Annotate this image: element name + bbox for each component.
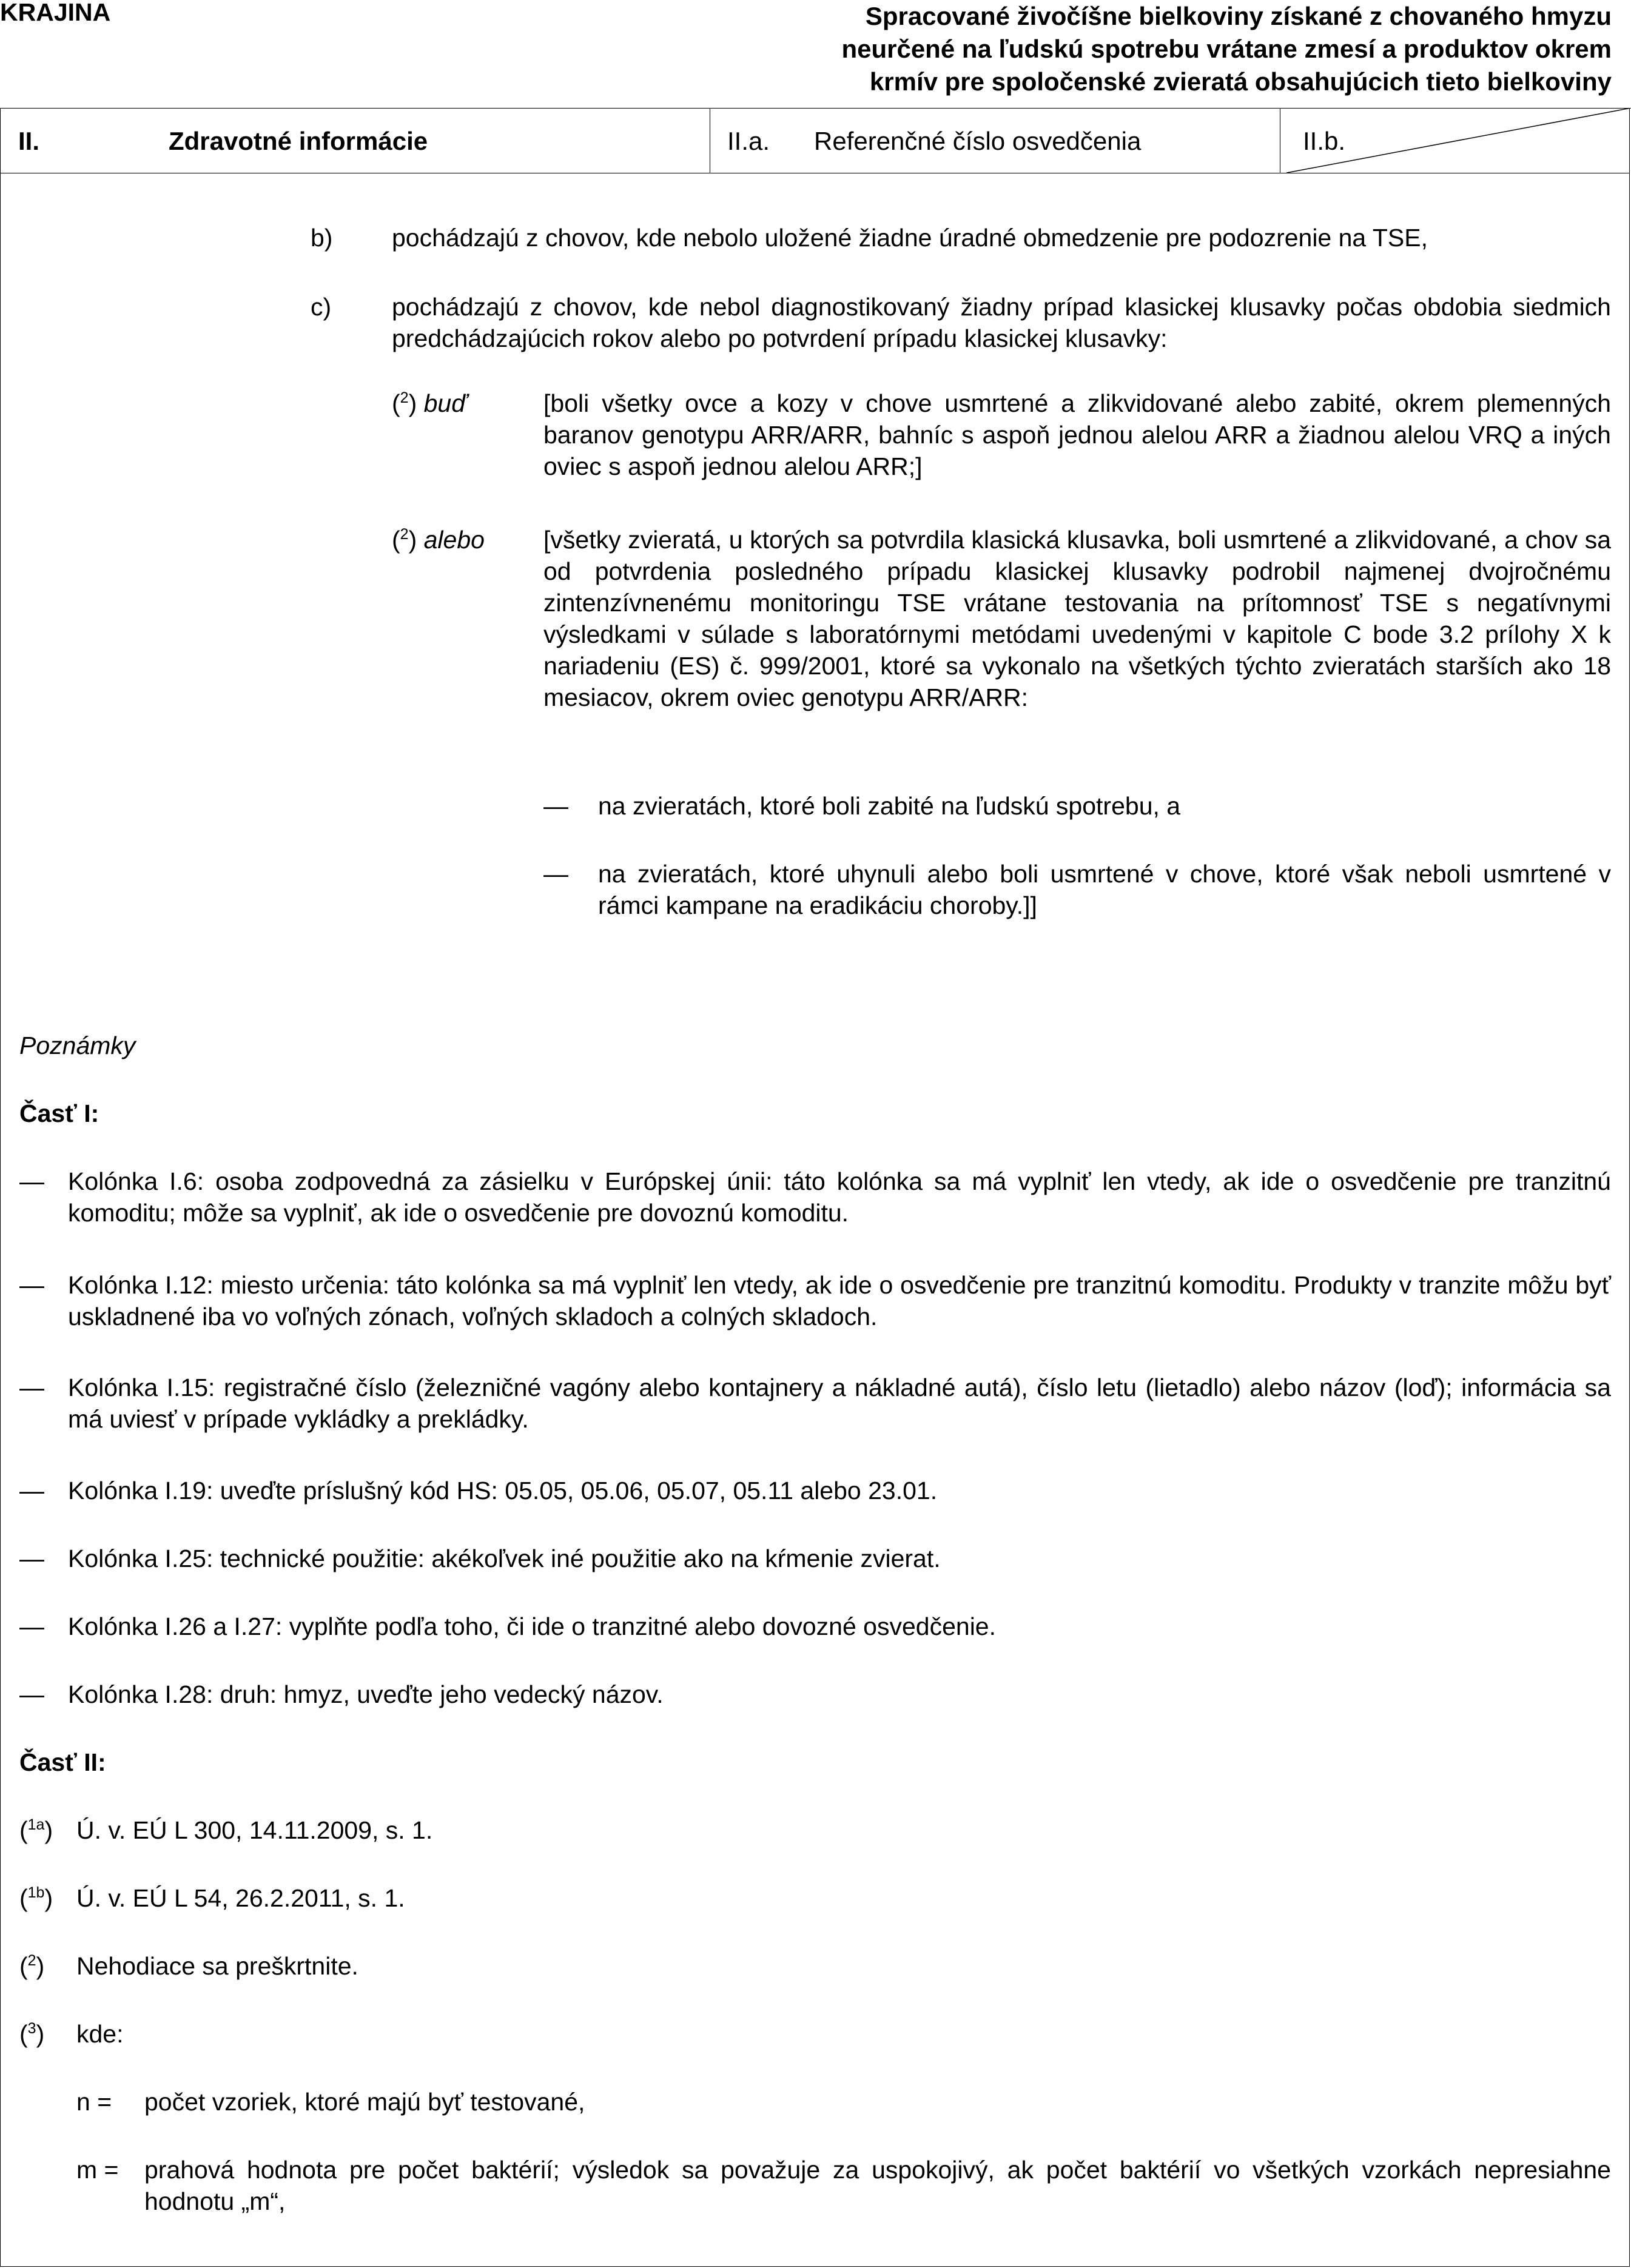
section-title: Zdravotné informácie bbox=[169, 127, 428, 155]
footnote-ref: 3 bbox=[27, 2020, 36, 2037]
footnote-text: Ú. v. EÚ L 54, 26.2.2011, s. 1. bbox=[76, 1884, 405, 1912]
footnote-marker: ($^3$) bbox=[19, 2020, 45, 2048]
reference-number-label: Referenčné číslo osvedčenia bbox=[814, 127, 1142, 155]
footnote-text: kde: bbox=[76, 2020, 124, 2048]
part-one-heading: Časť I: bbox=[19, 1099, 99, 1127]
item-c-text: pochádzajú z chovov, kde nebol diagnostikovaný žiadny prípad klasickej klusavky počas obdobia siedmich predchádzajúcich rokov alebo po potvrdení prípadu klasickej klusavky: bbox=[392, 293, 1611, 352]
footnote-ref: 2 bbox=[400, 389, 409, 406]
footnote-marker: ($^2$) bbox=[19, 1952, 45, 1980]
note-item: Kolónka I.26 a I.27: vyplňte podľa toho, či ide o tranzitné alebo dovozné osvedčenie. bbox=[68, 1612, 996, 1640]
note-item: Kolónka I.12: miesto určenia: táto kolónka sa má vyplniť len vtedy, ak ide o osvedčenie pre tranzitnú komoditu. Produkty v tranzite môžu byť uskladnené iba vo voľných zónach, voľných skladoch a colných skladoch. bbox=[68, 1271, 1611, 1330]
section-number: II. bbox=[18, 127, 40, 155]
footnote-ref: 2 bbox=[27, 1952, 36, 1969]
item-c-label: c) bbox=[311, 293, 332, 321]
reference-code-b: II.b. bbox=[1303, 127, 1346, 155]
note-item: Kolónka I.6: osoba zodpovedná za zásielku v Európskej únii: táto kolónka sa má vyplniť len vtedy, ak ide o osvedčenie pre tranzitnú komoditu; môže sa vyplniť, ak ide o osvedčenie pre dovoznú komoditu. bbox=[68, 1167, 1611, 1227]
sub-item-text: na zvieratách, ktoré uhynuli alebo boli usmrtené v chove, ktoré však neboli usmrtené v rámci kampane na eradikáciu choroby.]] bbox=[598, 860, 1611, 919]
note-item: Kolónka I.25: technické použitie: akékoľvek iné použitie ako na kŕmenie zvierat. bbox=[68, 1545, 941, 1572]
note-dash: — bbox=[19, 1477, 44, 1505]
part-two-heading: Časť II: bbox=[19, 1748, 106, 1776]
note-dash: — bbox=[19, 1680, 44, 1708]
item-b-text: pochádzajú z chovov, kde nebolo uložené žiadne úradné obmedzenie pre podozrenie na TSE, bbox=[392, 224, 1428, 252]
footnote-text: Ú. v. EÚ L 300, 14.11.2009, s. 1. bbox=[76, 1816, 433, 1844]
document-title-line: neurčené na ľudskú spotrebu vrátane zmesí a produktov okrem bbox=[841, 35, 1612, 63]
note-dash: — bbox=[19, 1167, 44, 1195]
footnote-marker: ($^{1b}$) bbox=[19, 1884, 53, 1912]
option-or-text: [všetky zvieratá, u ktorých sa potvrdila klasická klusavka, boli usmrtené a zlikvidované, a chov sa od potvrdenia posledného prípadu klasickej klusavky podrobil najmenej dvojročnému zintenzívnenému monitoringu TSE vrátane testovania na prítomnosť TSE s negatívnymi výsledkami v súlade s laboratórnymi metódami uvedenými v kapitole C bode 3.2 prílohy X k nariadeniu (ES) č. 999/2001, ktoré sa vykonalo na všetkých týchto zvieratách starších ako 18 mesiacov, okrem oviec genotypu ARR/ARR: bbox=[543, 526, 1611, 711]
definition-key: m = bbox=[76, 2156, 119, 2184]
footnote-ref: 2 bbox=[400, 526, 409, 543]
definition-text: prahová hodnota pre počet baktérií; výsledok sa považuje za uspokojivý, ak počet baktérií vo všetkých vzorkách nepresiahne hodnotu „m“, bbox=[144, 2156, 1611, 2215]
note-dash: — bbox=[19, 1271, 44, 1299]
footnote-ref: 1b bbox=[27, 1884, 45, 1901]
note-item: Kolónka I.28: druh: hmyz, uveďte jeho vedecký názov. bbox=[68, 1680, 664, 1708]
footnote-text: Nehodiace sa preškrtnite. bbox=[76, 1952, 358, 1980]
sub-item-text: na zvieratách, ktoré boli zabité na ľudskú spotrebu, a bbox=[598, 792, 1181, 820]
footnote-ref: 1a bbox=[27, 1816, 45, 1833]
reference-code-a: II.a. bbox=[727, 127, 770, 155]
sub-item-dash: — bbox=[543, 860, 568, 888]
option-either-word: buď bbox=[423, 389, 467, 417]
notes-heading: Poznámky bbox=[19, 1032, 136, 1059]
definition-text: počet vzoriek, ktoré majú byť testované, bbox=[144, 2088, 585, 2116]
item-b-label: b) bbox=[311, 224, 333, 252]
option-or-label: ($^2$) alebo bbox=[392, 526, 485, 554]
document-title bbox=[520, 0, 1612, 98]
document-title-line: krmív pre spoločenské zvieratá obsahujúcich tieto bielkoviny bbox=[869, 67, 1612, 96]
document-title-line: Spracované živočíšne bielkoviny získané z chovaného hmyzu bbox=[865, 2, 1612, 30]
option-or-word: alebo bbox=[423, 526, 485, 554]
sub-item-dash: — bbox=[543, 792, 568, 820]
note-dash: — bbox=[19, 1612, 44, 1640]
note-dash: — bbox=[19, 1545, 44, 1572]
country-label: KRAJINA bbox=[0, 0, 111, 26]
option-either-text: [boli všetky ovce a kozy v chove usmrtené a zlikvidované alebo zabité, okrem plemenných baranov genotypu ARR/ARR, bahníc s aspoň jednou alelou ARR a žiadnou alelou VRQ a iných oviec s aspoň jednou alelou ARR;] bbox=[543, 389, 1611, 480]
option-either-label: ($^2$) buď bbox=[392, 389, 467, 417]
definition-key: n = bbox=[76, 2088, 112, 2116]
note-item: Kolónka I.19: uveďte príslušný kód HS: 05.05, 05.06, 05.07, 05.11 alebo 23.01. bbox=[68, 1477, 938, 1505]
note-dash: — bbox=[19, 1374, 44, 1401]
note-item: Kolónka I.15: registračné číslo (železničné vagóny alebo kontajnery a nákladné autá), číslo letu (lietadlo) alebo názov (loď); informácia sa má uviesť v prípade vykládky a prekládky. bbox=[68, 1374, 1611, 1433]
footnote-marker: ($^{1a}$) bbox=[19, 1816, 53, 1844]
